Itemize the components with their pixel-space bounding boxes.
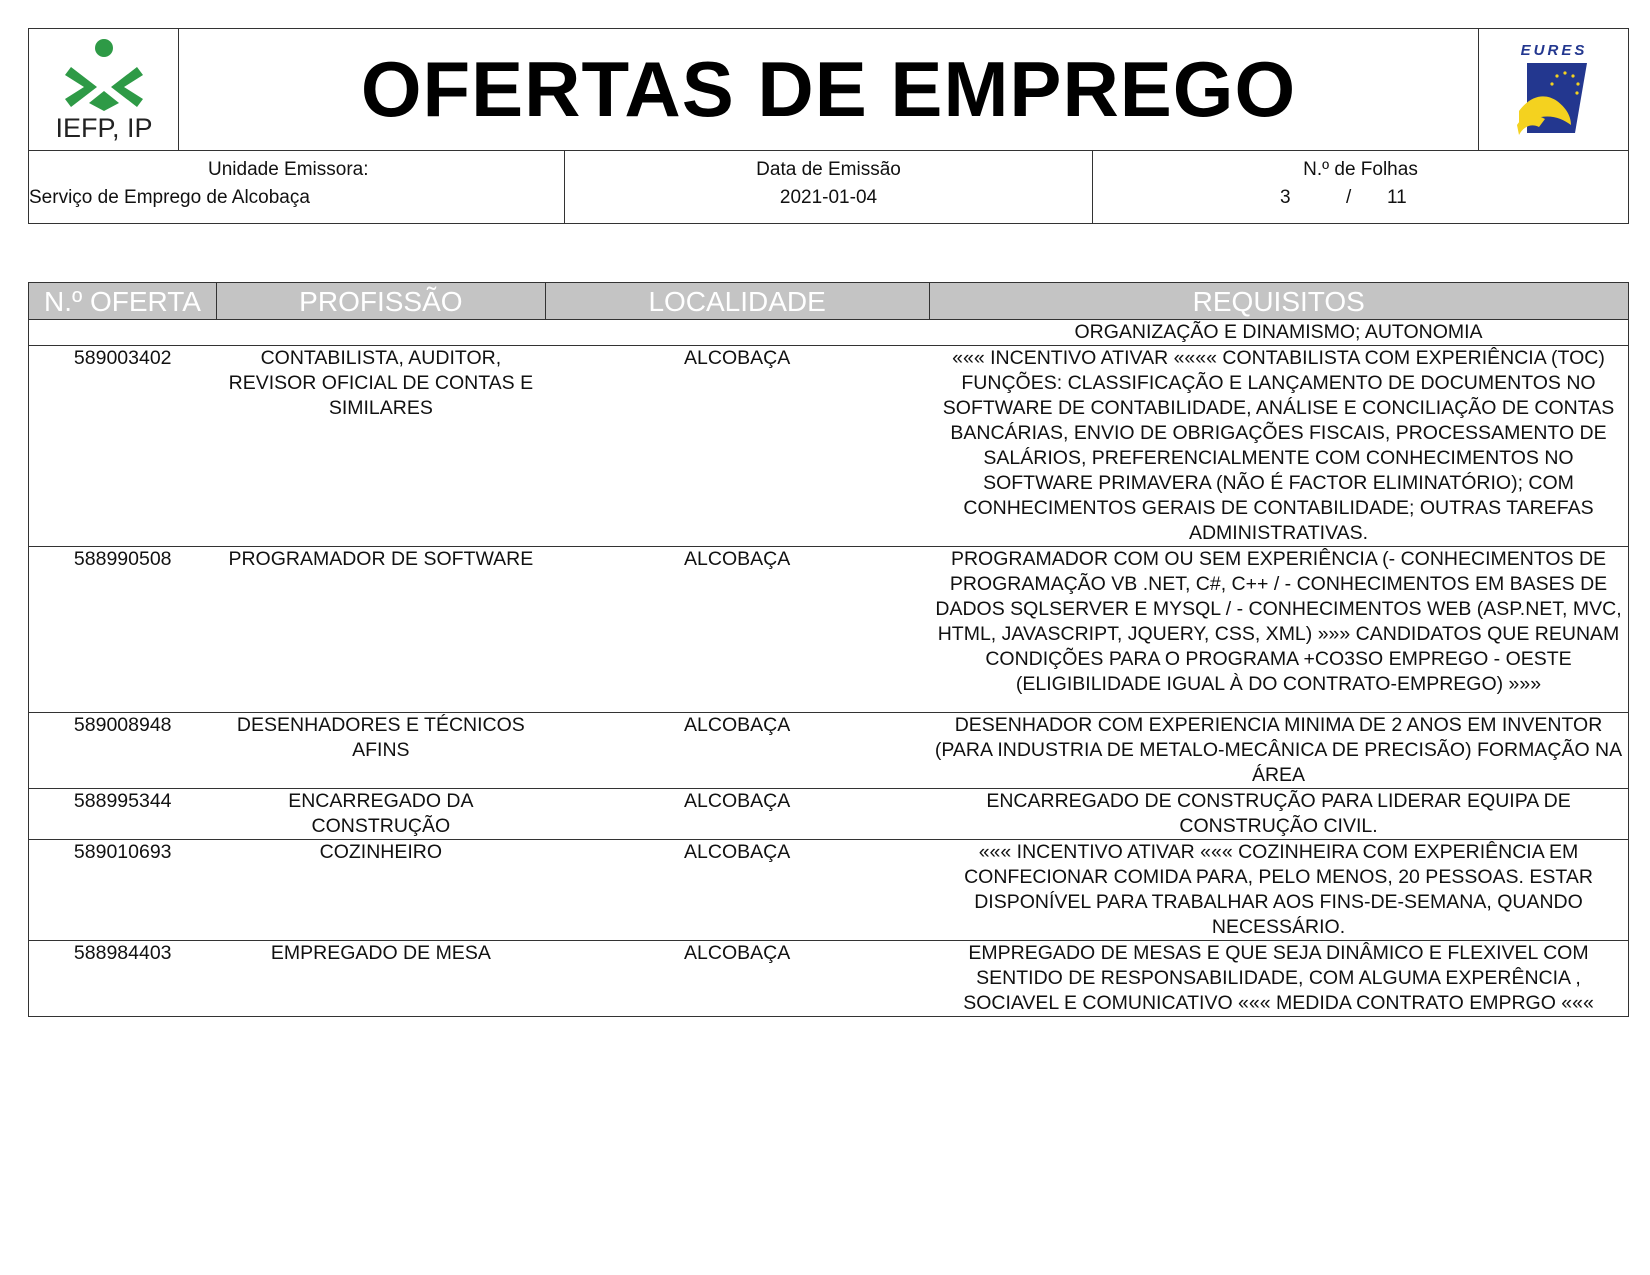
- table-header-row: [29, 283, 1629, 320]
- eures-logo-text: EURES: [1520, 42, 1588, 59]
- numero-folhas-label: N.º de Folhas: [1303, 159, 1418, 180]
- cell-requisitos: ««« INCENTIVO ATIVAR «««« CONTABILISTA COM EXPERIÊNCIA (TOC) FUNÇÕES: CLASSIFICAÇÃO E LANÇAMENTO DE DOCUMENTOS NO SOFTWARE DE CONTABILIDADE, ANÁLISE E CONCILIAÇÃO DE CONTAS BANCÁRIAS, ENVIO DE OBRIGAÇÕES FISCAIS, PROCESSAMENTO DE SALÁRIOS, PREFERENCIALMENTE COM CONHECIMENTOS NO SOFTWARE PRIMAVERA (NÃO É FACTOR ELIMINATÓRIO); COM CONHECIMENTOS GERAIS DE CONTABILIDADE; OUTRAS TAREFAS ADMINISTRATIVAS.: [929, 346, 1628, 547]
- column-header-requisitos: REQUISITOS: [929, 283, 1628, 320]
- folhas-current: 3: [1280, 187, 1291, 208]
- cell-localidade: ALCOBAÇA: [545, 713, 929, 789]
- cell-oferta: 589003402: [29, 346, 217, 547]
- page-title: OFERTAS DE EMPREGO: [360, 45, 1297, 133]
- cell-requisitos: PROGRAMADOR COM OU SEM EXPERIÊNCIA (- CONHECIMENTOS DE PROGRAMAÇÃO VB .NET, C#, C++ / - CONHECIMENTOS EM BASES DE DADOS SQLSERVER E MYSQL / - CONHECIMENTOS WEB (ASP.NET, MVC, HTML, JAVASCRIPT, JQUERY, CSS, XML) »»» CANDIDATOS QUE REUNAM CONDIÇÕES PARA O PROGRAMA +CO3SO EMPREGO - OESTE (ELIGIBILIDADE IGUAL À DO CONTRATO-EMPREGO) »»»: [929, 547, 1628, 713]
- data-emissao-value: 2021-01-04: [779, 187, 878, 208]
- cell-requisitos: EMPREGADO DE MESAS E QUE SEJA DINÂMICO E FLEXIVEL COM SENTIDO DE RESPONSABILIDADE, COM ALGUMA EXPERÊNCIA , SOCIAVEL E COMUNICATIVO ««« MEDIDA CONTRATO EMPRGO «««: [929, 941, 1628, 1017]
- cell-localidade: ALCOBAÇA: [545, 789, 929, 840]
- cell-profissao: PROGRAMADOR DE SOFTWARE: [216, 547, 545, 713]
- data-emissao-label: Data de Emissão: [756, 159, 901, 180]
- cell-profissao: COZINHEIRO: [216, 840, 545, 941]
- cell-oferta: 588995344: [29, 789, 217, 840]
- title-cell: [179, 29, 1478, 150]
- cell-profissao: CONTABILISTA, AUDITOR, REVISOR OFICIAL DE CONTAS E SIMILARES: [216, 346, 545, 547]
- document-header: [28, 28, 1629, 224]
- cell-localidade: ALCOBAÇA: [545, 346, 929, 547]
- eures-logo-icon: [1479, 29, 1629, 150]
- cell-requisitos: ««« INCENTIVO ATIVAR ««« COZINHEIRA COM EXPERIÊNCIA EM CONFECIONAR COMIDA PARA, PELO MENOS, 20 PESSOAS. ESTAR DISPONÍVEL PARA TRABALHAR AOS FINS-DE-SEMANA, QUANDO NECESSÁRIO.: [929, 840, 1628, 941]
- table-row: [29, 941, 1629, 1017]
- table-row: [29, 840, 1629, 941]
- table-row: [29, 547, 1629, 713]
- table-row: [29, 713, 1629, 789]
- cell-profissao: DESENHADORES E TÉCNICOS AFINS: [216, 713, 545, 789]
- column-header-profissao: PROFISSÃO: [216, 283, 545, 320]
- column-header-localidade: LOCALIDADE: [545, 283, 929, 320]
- data-emissao-cell: [565, 151, 1093, 224]
- folhas-total: 11: [1387, 187, 1407, 208]
- eures-logo: [1478, 29, 1628, 150]
- unidade-emissora-value: Serviço de Emprego de Alcobaça: [29, 187, 310, 208]
- cell-localidade: ALCOBAÇA: [545, 941, 929, 1017]
- table-row-continuation: [29, 320, 1629, 346]
- cell-profissao: EMPREGADO DE MESA: [216, 941, 545, 1017]
- numero-folhas-cell: [1093, 151, 1628, 224]
- column-header-oferta: N.º OFERTA: [29, 283, 217, 320]
- iefp-logo-text: IEFP, IP: [55, 113, 153, 143]
- cell-localidade: ALCOBAÇA: [545, 547, 929, 713]
- cell-requisitos: ENCARREGADO DE CONSTRUÇÃO PARA LIDERAR EQUIPA DE CONSTRUÇÃO CIVIL.: [929, 789, 1628, 840]
- meta-row: [29, 150, 1628, 225]
- table-row: [29, 789, 1629, 840]
- cell-profissao: ENCARREGADO DA CONSTRUÇÃO: [216, 789, 545, 840]
- ofertas-table: [28, 282, 1629, 1017]
- folhas-separator: /: [1346, 187, 1352, 208]
- cell-localidade: ALCOBAÇA: [545, 840, 929, 941]
- iefp-logo-icon: [29, 29, 179, 150]
- cell-oferta: 588990508: [29, 547, 217, 713]
- cell-oferta: 588984403: [29, 941, 217, 1017]
- table-row: [29, 346, 1629, 547]
- iefp-logo: [29, 29, 179, 150]
- unidade-emissora-cell: [29, 151, 565, 224]
- unidade-emissora-label: Unidade Emissora:: [208, 159, 369, 180]
- cell-empty: [216, 320, 545, 346]
- cell-empty: [29, 320, 217, 346]
- cell-requisitos: DESENHADOR COM EXPERIENCIA MINIMA DE 2 ANOS EM INVENTOR (PARA INDUSTRIA DE METALO-MECÂNICA DE PRECISÃO) FORMAÇÃO NA ÁREA: [929, 713, 1628, 789]
- cell-empty: [545, 320, 929, 346]
- cell-oferta: 589008948: [29, 713, 217, 789]
- cell-requisitos-continuation: ORGANIZAÇÃO E DINAMISMO; AUTONOMIA: [929, 320, 1628, 346]
- cell-oferta: 589010693: [29, 840, 217, 941]
